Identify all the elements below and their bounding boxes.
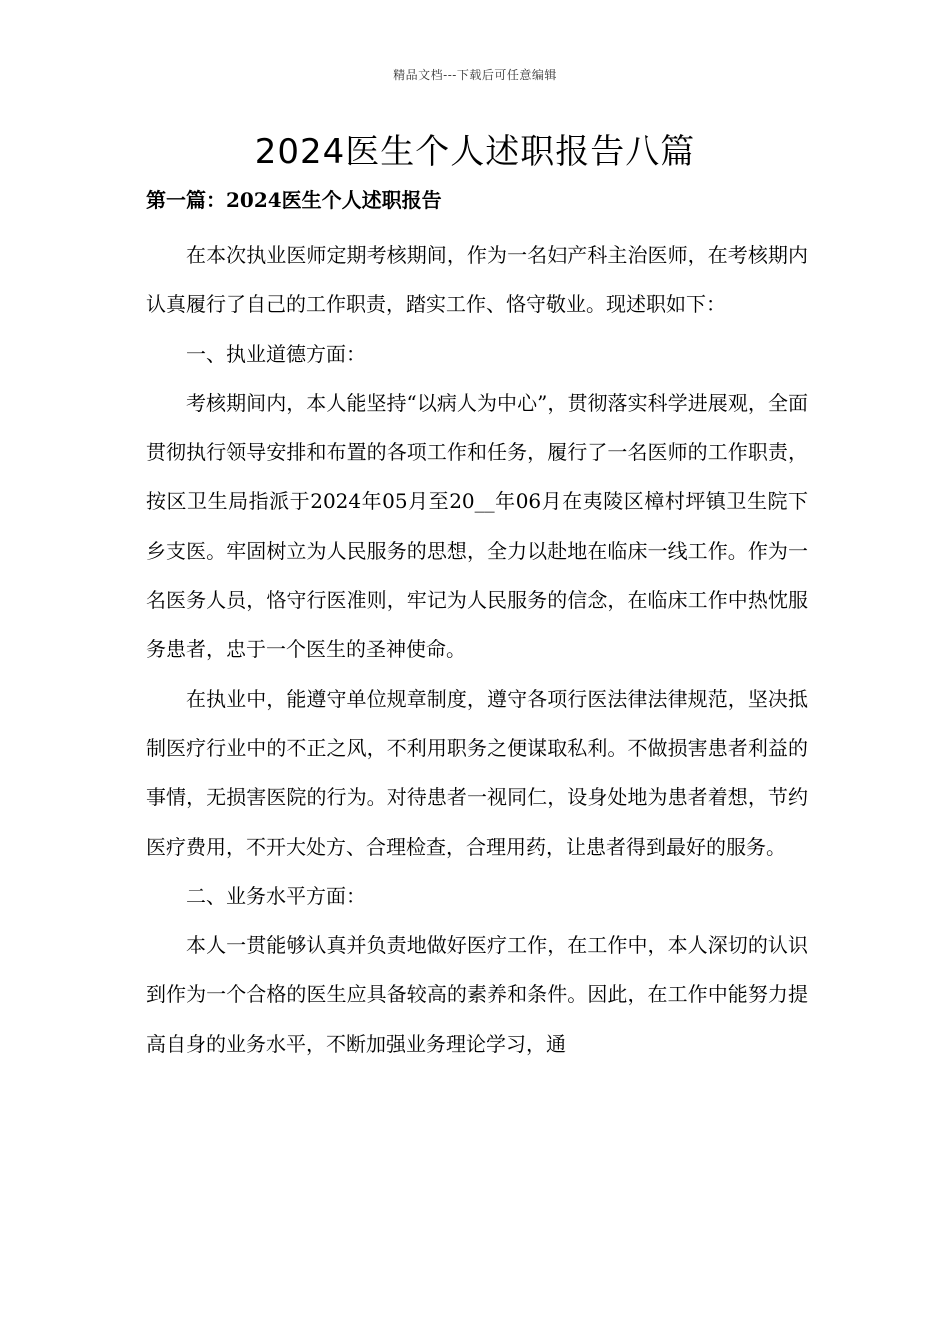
document-title: 2024医生个人述职报告八篇 <box>254 132 696 172</box>
header-note: 精品文档---下载后可任意编辑 <box>393 68 557 82</box>
paragraph-skills-1: 本人一贯能够认真并负责地做好医疗工作，在工作中，本人深切的认识到作为一个合格的医生应具备较高的素养和条件。因此，在工作中能努力提高自身的业务水平，不断加强业务理论学习，通 <box>146 933 808 1056</box>
subheading-ethics: 一、执业道德方面： <box>186 341 366 366</box>
paragraph-intro: 在本次执业医师定期考核期间，作为一名妇产科主治医师，在考核期内认真履行了自己的工作职责，踏实工作、恪守敬业。现述职如下： <box>146 243 808 317</box>
subheading-skills: 二、业务水平方面： <box>186 883 366 908</box>
body-text <box>146 231 808 1069</box>
section-heading: 第一篇：2024医生个人述职报告 <box>146 188 442 212</box>
paragraph-ethics-2: 在执业中，能遵守单位规章制度，遵守各项行医法律法律规范，坚决抵制医疗行业中的不正之风，不利用职务之便谋取私利。不做损害患者利益的事情，无损害医院的行为。对待患者一视同仁，设身处地为患者着想，节约医疗费用，不开大处方、合理检查，合理用药，让患者得到最好的服务。 <box>146 686 808 859</box>
paragraph-ethics-1: 考核期间内，本人能坚持“以病人为中心”，贯彻落实科学进展观，全面贯彻执行领导安排和布置的各项工作和任务，履行了一名医师的工作职责，按区卫生局指派于2024年05月至20__年06月在夷陵区樟村坪镇卫生院下乡支医。牢固树立为人民服务的思想，全力以赴地在临床一线工作。作为一名医务人员，恪守行医准则，牢记为人民服务的信念，在临床工作中热忱服务患者，忠于一个医生的圣神使命。 <box>146 390 808 662</box>
